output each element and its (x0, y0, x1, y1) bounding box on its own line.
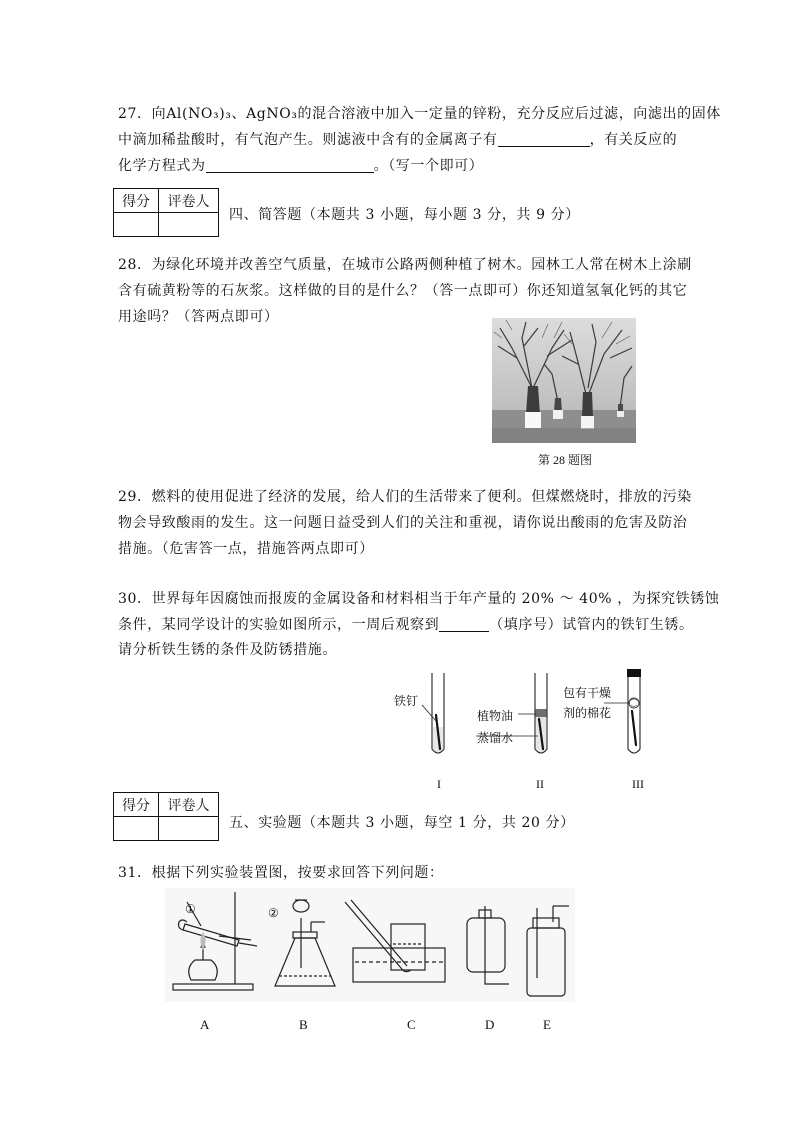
reviewer-label: 评卷人 (159, 793, 219, 817)
q27-line3 (118, 155, 483, 175)
apparatus-label-d: D (485, 1017, 495, 1032)
section5-heading: 五、实验题（本题共 3 小题，每空 1 分，共 20 分） (229, 815, 575, 831)
q27-equation-blank[interactable] (206, 156, 374, 173)
cotton-label-2: 剂的棉花 (563, 706, 612, 720)
q30-tube-blank[interactable] (439, 615, 489, 632)
q30-line2-text: 条件，某同学设计的实验如图所示，一周后观察到 (118, 617, 440, 633)
marker-1: ① (185, 902, 196, 916)
q27-line3-tail: 。（写一个即可） (373, 158, 484, 174)
q28-line2: 含有硫黄粉等的石灰浆。这样做的目的是什么？（答一点即可）你还知道氢氧化钙的其它 (118, 283, 688, 299)
apparatus-label-b: B (299, 1017, 308, 1032)
score-cell[interactable] (114, 817, 159, 841)
q27-line2-tail: ，有关反应的 (589, 132, 678, 148)
reviewer-cell[interactable] (159, 213, 219, 237)
q27-line1: 27．向Al(NO₃)₃、AgNO₃的混合溶液中加入一定量的锌粉，充分反应后过滤，向滤出的固体 (118, 106, 721, 122)
water-label: 蒸馏水 (477, 731, 514, 745)
apparatus-label-c: C (407, 1017, 416, 1032)
score-label: 得分 (114, 189, 159, 213)
q28-figure-caption: 第 28 题图 (538, 453, 593, 467)
q27-ion-blank[interactable] (498, 130, 590, 147)
oil-label: 植物油 (477, 709, 514, 723)
test-tubes-figure (390, 665, 660, 765)
section4-heading: 四、简答题（本题共 3 小题，每小题 3 分，共 9 分） (229, 207, 580, 223)
q29-line2: 物会导致酸雨的发生。这一问题日益受到人们的关注和重视，请你说出酸雨的危害及防治 (118, 515, 688, 531)
apparatus-label-e: E (543, 1017, 551, 1032)
score-cell[interactable] (114, 213, 159, 237)
tube-label-3: III (632, 777, 644, 791)
q28-line1: 28．为绿化环境并改善空气质量，在城市公路两侧种植了树木。园林工人常在树木上涂刷 (118, 257, 692, 273)
q29-line1: 29．燃料的使用促进了经济的发展，给人们的生活带来了便利。但煤燃烧时，排放的污染 (118, 489, 692, 505)
tube-label-1: I (437, 777, 441, 791)
whitewashed-trees-photo (492, 318, 636, 443)
nail-label: 铁钉 (394, 694, 419, 708)
reviewer-label: 评卷人 (159, 189, 219, 213)
q30-line3: 请分析铁生锈的条件及防锈措施。 (118, 642, 337, 658)
cotton-label-1: 包有干燥 (563, 686, 612, 700)
tube-label-2: II (536, 777, 544, 791)
score-box-section5 (113, 792, 219, 841)
lab-apparatus-figure (165, 888, 575, 1002)
q29-line3: 措施。（危害答一点，措施答两点即可） (118, 541, 374, 557)
q28-line3: 用途吗？（答两点即可） (118, 309, 279, 325)
reviewer-cell[interactable] (159, 817, 219, 841)
score-box-section4 (113, 188, 219, 237)
q27-line3-text: 化学方程式为 (118, 158, 206, 174)
q27-line2-text: 中滴加稀盐酸时，有气泡产生。则滤液中含有的金属离子有 (118, 132, 498, 148)
marker-2: ② (268, 906, 279, 920)
q30-line2 (118, 614, 694, 634)
q30-line2-tail: （填序号）试管内的铁钉生锈。 (489, 617, 694, 633)
apparatus-label-a: A (200, 1017, 210, 1032)
score-label: 得分 (114, 793, 159, 817)
q30-line1: 30．世界每年因腐蚀而报废的金属设备和材料相当于年产量的 20% ～ 40% ，为探究铁锈蚀 (118, 591, 720, 607)
q31-line1: 31．根据下列实验装置图，按要求回答下列问题： (118, 865, 444, 881)
q27-line2 (118, 129, 677, 149)
